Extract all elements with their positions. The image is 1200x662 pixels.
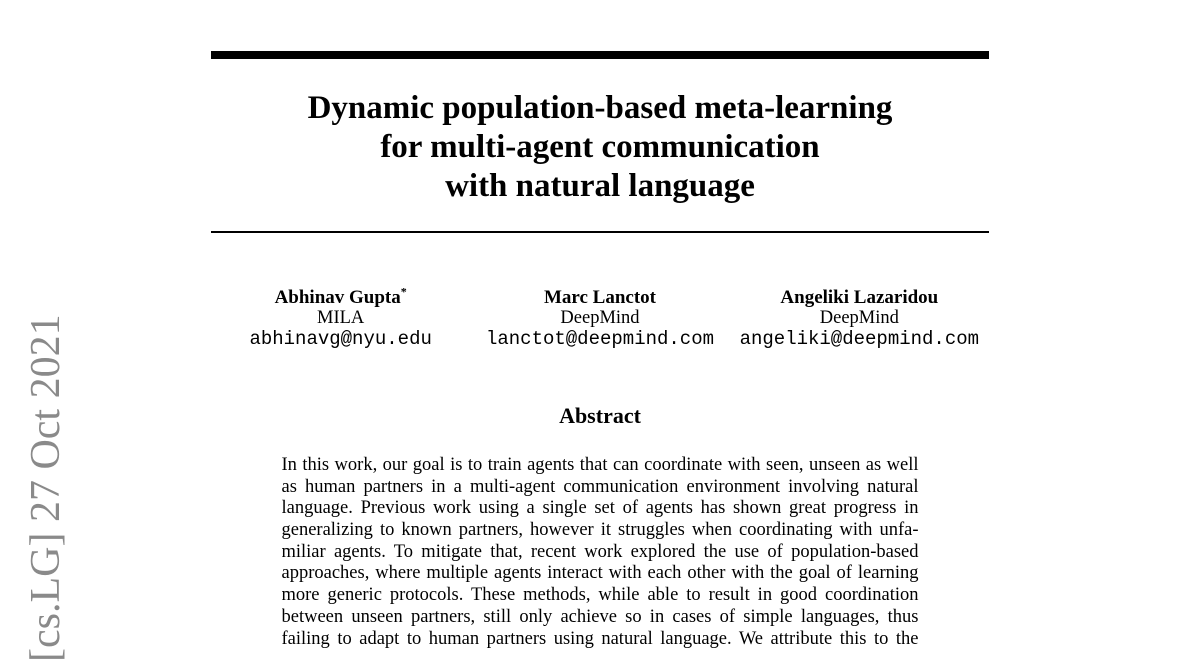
abstract-line: In this work, our goal is to train agents that can coordinate with seen, unseen as well <box>281 455 919 475</box>
author-3-affiliation: DeepMind <box>819 308 899 328</box>
author-1-name-text: Abhinav Gupta <box>274 287 401 308</box>
title-line-3: with natural language <box>445 168 755 204</box>
author-2-name-text: Marc Lanctot <box>543 287 657 308</box>
abstract-line: generalizing to known partners, however it struggles when coordinating with unfa- <box>281 520 919 541</box>
author-2-email: lanctot@deepmind.com <box>485 328 715 350</box>
author-2-affiliation: DeepMind <box>560 308 640 328</box>
footnote-marker: * <box>400 284 407 299</box>
abstract-line: between unseen partners, still only achieve so in cases of simple languages, thus <box>281 606 919 627</box>
abstract-heading: Abstract <box>559 403 641 428</box>
arxiv-stamp: [cs.LG] 27 Oct 2021 <box>23 314 69 662</box>
author-1 <box>211 284 470 350</box>
abstract-line: more generic protocols. These methods, while able to result in good coordination <box>281 585 919 606</box>
author-3 <box>730 287 989 350</box>
author-1-email: abhinavg@nyu.edu <box>249 328 432 350</box>
title-rule <box>211 231 989 233</box>
title-line-2: for multi-agent communication <box>380 129 820 165</box>
author-block <box>211 284 989 350</box>
author-3-email: angeliki@deepmind.com <box>739 328 980 350</box>
author-1-affiliation: MILA <box>317 308 365 328</box>
abstract-line: failing to adapt to human partners using natural language. We attribute this to the <box>281 628 919 649</box>
paper-page <box>211 0 989 650</box>
title-line-1: Dynamic population-based meta-learning <box>307 90 893 126</box>
paper-title <box>211 89 989 206</box>
top-rule <box>211 51 989 59</box>
abstract-line: language. Previous work using a single set of agents has shown great progress in <box>281 498 919 519</box>
abstract-line: approaches, where multiple agents interact with each other with the goal of learning <box>281 563 919 584</box>
author-3-name-text: Angeliki Lazaridou <box>780 287 939 308</box>
abstract-line: as human partners in a multi-agent communication environment involving natural <box>281 476 919 497</box>
author-2-name <box>470 287 729 308</box>
abstract-line: miliar agents. To mitigate that, recent work explored the use of population-based <box>281 541 919 562</box>
abstract-body <box>282 455 919 650</box>
author-3-name <box>730 287 989 308</box>
author-1-name <box>211 284 470 308</box>
author-2 <box>470 287 729 350</box>
